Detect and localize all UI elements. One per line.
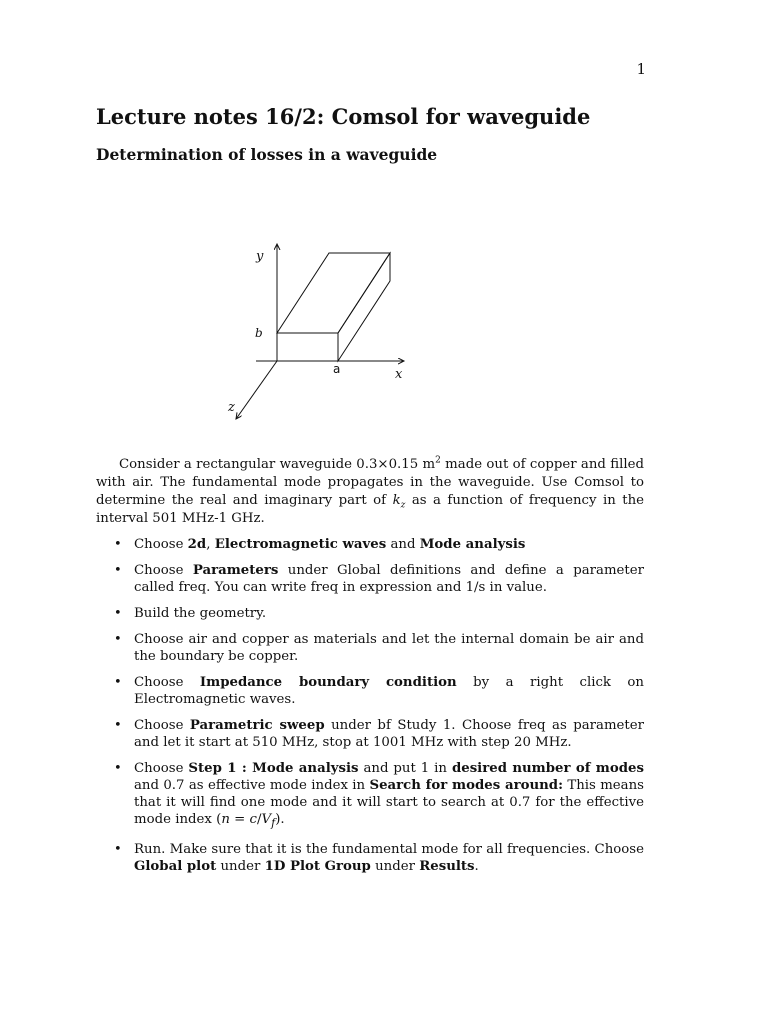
bullet: • — [114, 606, 122, 621]
z-axis-label: z — [228, 400, 235, 415]
list-item: • Choose Impedance boundary condition by a right click on Electromagnetic waves. — [114, 675, 644, 707]
bullet: • — [114, 761, 122, 776]
list-item: • Choose air and copper as materials and let the internal domain be air and the boundary be copper. — [114, 632, 644, 664]
bullet: • — [114, 675, 122, 690]
bullet: • — [114, 841, 122, 857]
bullet: • — [114, 632, 122, 647]
waveguide-diagram — [214, 236, 414, 426]
section-heading: Determination of losses in a waveguide — [96, 145, 438, 164]
list-item: • Build the geometry. — [114, 606, 267, 621]
waveguide-top-face — [277, 253, 390, 333]
list-item: • Run. Make sure that it is the fundamental mode for all frequencies. Choose Global plot under 1D Plot Group under Results. — [114, 841, 644, 874]
list-item: • Choose Parametric sweep under bf Study 1. Choose freq as parameter and let it start at 510 MHz, stop at 1001 MHz with step 20 MHz. — [114, 718, 644, 750]
page-title: Lecture notes 16/2: Comsol for waveguide — [96, 104, 591, 129]
list-item: • Choose Parameters under Global definitions and define a parameter called freq. You can write freq in expression and 1/s in value. — [114, 563, 644, 595]
intro-paragraph: Consider a rectangular waveguide 0.3×0.15 $m^2$ made out of copper and filled with air. The fundamental mode propagates in the waveguide. Use Comsol to determine the real and imaginary part of $k_z$ as a function of frequency in the interval 501 MHz-1 GHz. — [96, 455, 645, 526]
x-axis-label: x — [395, 367, 403, 382]
bullet: • — [114, 537, 122, 552]
bullet: • — [114, 563, 122, 578]
waveguide-side-face — [338, 253, 390, 361]
a-dimension-label: a — [333, 362, 341, 376]
y-axis-label: y — [256, 249, 264, 264]
list-item: • Choose Step 1 : Mode analysis and put 1 in desired number of modes and 0.7 as effective mode index in Search for modes around: This means that it will find one mode and it will start to search at 0.7 for the effective mode index $(n = c/V_f)$. — [114, 761, 644, 830]
instruction-list — [96, 536, 644, 884]
page-number: 1 — [636, 60, 646, 78]
list-item: • Choose 2d, Electromagnetic waves and Mode analysis — [114, 537, 526, 552]
z-axis-line — [236, 361, 277, 419]
waveguide-front-face — [277, 333, 338, 361]
waveguide-figure — [214, 236, 414, 426]
b-dimension-label: b — [255, 326, 263, 340]
bullet: • — [114, 718, 122, 733]
